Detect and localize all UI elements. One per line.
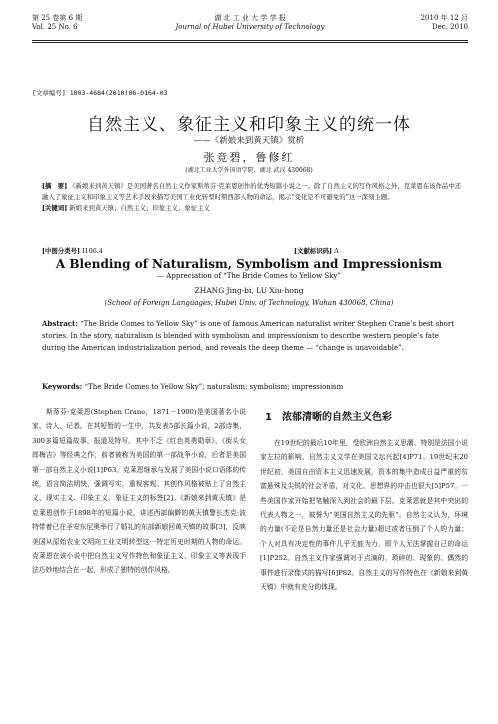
abstract-cn-text: 《新娘来到黄天镇》是美国著名自然主义作家斯蒂芬·克莱恩创作的优秀短篇小说之一。除了自然主义的写作风格之外，克莱恩在该作品中还融入了象征主义和印象主义等艺术手段来描写美国工业化转型时期西部人物的命运，揭示“变化是不可避免的”这一深刻主题。	[42, 182, 462, 201]
keywords-en-label: Keywords:	[42, 382, 83, 391]
abstract-cn	[42, 181, 462, 214]
body-right-column: 在19世纪的最后10年里，受欧洲自然主义思潮、特别是法国小说家左拉的影响，自然主义文学在美国文坛兴起[4]P71。19世纪末20世纪初，美国自由资本主义迅速发展，资本的集中造成日益严重的贫富悬殊及尖锐的社会矛盾，对文化、思想界的冲击也很大[5]P57。一些美国作家开始把笔触深入到社会的最下层。克莱恩就是其中突出的代表人物之一，被誉为“美国自然主义的先驱”。自然主义认为，环境的力量(不论是自然力量还是社会力量)超过或者压倒了个人的力量；个人对具有决定性的事件几乎无能为力，即个人无法掌握自己的命运[1]P252。自然主义作家强调对于点滴的、琐碎的、现象的、偶然的事件进行录像式的描写[6]P82。自然主义的写作特色在《新娘来到黄天镇》中就有充分的体现。	[260, 439, 469, 592]
journal-name-en: Journal of Hubei University of Technology	[175, 23, 325, 31]
issue-en: Vol. 25 No. 6	[32, 23, 78, 31]
subtitle-en: — Appreciation of “The Bride Comes to Yellow Sky”	[157, 272, 341, 280]
keywords-en	[42, 382, 462, 391]
journal-name-cn: 湖 北 工 业 大 学 学 报	[214, 14, 286, 22]
date-cn: 2010 年 12 月	[420, 14, 468, 22]
body-left-column: 斯蒂芬·克莱恩(Stephen Crane，1871－1900)是美国著名小说家、诗人、记者。在其短暂的一生中，共发表5部长篇小说，2部诗集，300多篇短篇故事、报道及特写。其中不乏《红色英勇勋章》、《街头女郎梅吉》等经典之作，前者被称为美国的第一部战争小说，后者是美国第一部自然主义小说[1]P63。克莱恩继承与发展了美国小说口语体的传统，语言简洁明快，强调写实，重视客观。其创作风格被贴上了自然主义、现实主义、印象主义、象征主义的标签[2]。《新娘来到黄天镇》是克莱恩创作于1898年的短篇小说，讲述西部偏僻的黄天镇警长杰克·波特带着已在圣安东尼奥举行了婚礼的东部新娘回黄天镇的故事[3]，反映美国从原始农业文明向工业文明转型这一特定历史时期的人物的命运。克莱恩在该小说中把自然主义写作特色和象征主义、印象主义等表现手法巧妙地结合在一起，形成了独特的创作风格。	[32, 408, 246, 575]
title-cn: 自然主义、象征主义和印象主义的统一体	[87, 115, 411, 135]
header-rule-bottom	[32, 42, 468, 43]
abstract-cn-label: [摘 要]	[42, 182, 68, 190]
affiliation-en: (School of Foreign Languages, Hubei Univ. of Technology, Wuhan 430068, China)	[104, 299, 394, 307]
clc-label: [中图分类号]	[42, 247, 81, 255]
keywords-cn-text: 新娘来到黄天镇；自然主义；印象主义；象征主义	[69, 204, 210, 212]
issue-cn: 第 25 卷第 6 期	[32, 14, 83, 22]
title-en: A Blending of Naturalism, Symbolism and Impressionism	[55, 257, 443, 271]
abstract-en-text: “The Bride Comes to Yellow Sky” is one of famous American naturalist writer Stephen Crane’s best short stories. In the story, naturalism is blended with symbolism and impressionism to describe western people’s fate during the American industrialization period, and reveals the deep theme — “change is unavoidable”.	[42, 320, 455, 352]
journal-header	[32, 0, 468, 44]
journal-name	[32, 14, 468, 32]
authors-cn: 张竞碧，鲁修红	[203, 151, 295, 164]
abstract-en-label: Abstract:	[42, 319, 78, 328]
subtitle-cn: ——《新娘来到黄天镇》赏析	[193, 136, 305, 146]
affiliation-cn: (湖北工业大学外国语学院，湖北 武汉 430068)	[185, 167, 313, 174]
section-heading: 1 浓郁清晰的自然主义色彩	[265, 412, 392, 423]
authors-en: ZHANG Jing-bi, LU Xiu-hong	[194, 286, 304, 295]
abstract-en	[42, 318, 462, 354]
classification-row	[42, 246, 462, 255]
keywords-cn-label: [关键词]	[42, 204, 68, 212]
doc-code-value: A	[334, 247, 339, 255]
date-en: Dec. 2010	[432, 23, 468, 31]
keywords-en-text: “The Bride Comes to Yellow Sky”; naturalism; symbolism; impressionism	[84, 383, 344, 391]
doc-code-label: [文献标识码]	[294, 247, 333, 255]
clc-value: I106.4	[82, 247, 103, 255]
article-number: [文章编号] 1003-4684(2010)06-0164-03	[32, 89, 168, 97]
header-rule-top	[32, 40, 468, 41]
issue-date	[421, 14, 468, 32]
